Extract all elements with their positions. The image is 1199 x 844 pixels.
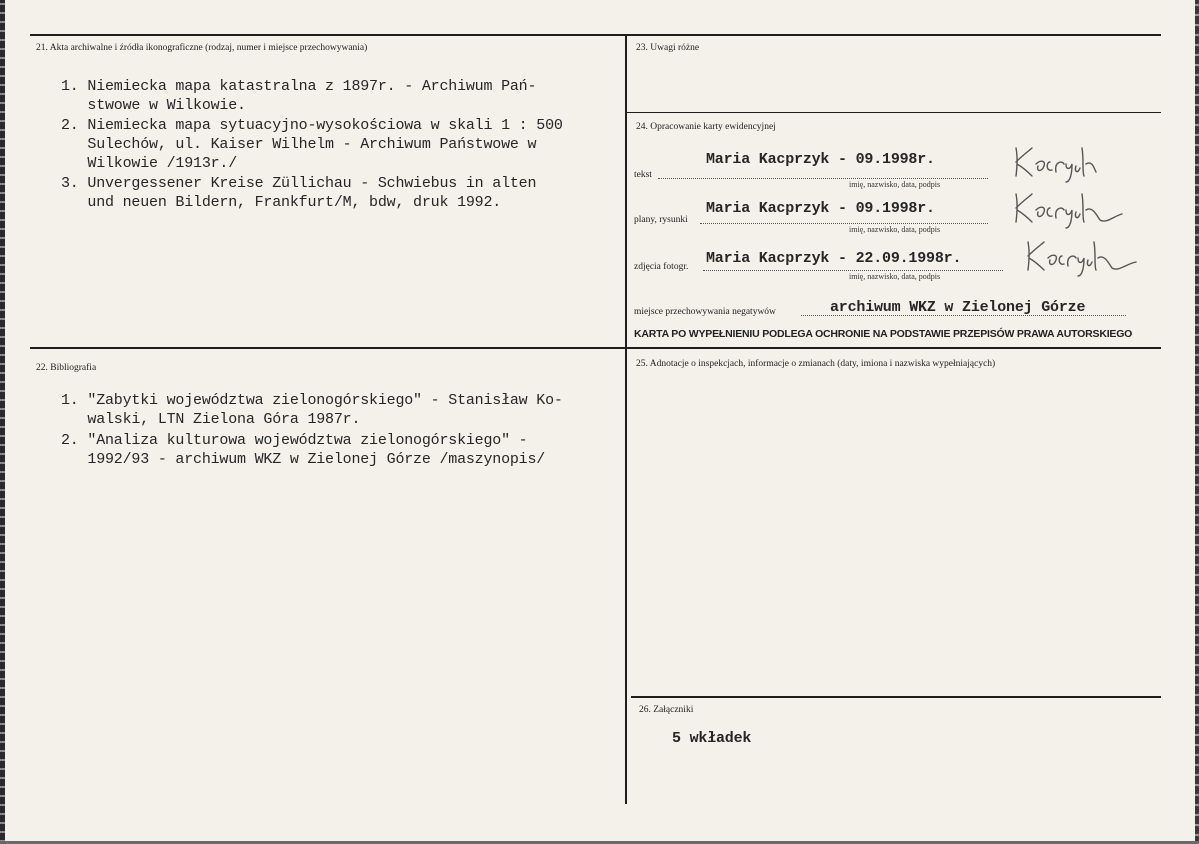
copyright-notice: KARTA PO WYPEŁNIENIU PODLEGA OCHRONIE NA PODSTAWIE PRZEPISÓW PRAWA AUTORSKIEGO (634, 328, 1133, 340)
divider-23-24 (625, 112, 1161, 113)
row-plany-caption: imię, nazwisko, data, podpis (849, 225, 941, 234)
signature-plany (1010, 188, 1135, 230)
section-22-line-4: 1992/93 - archiwum WKZ w Zielonej Górze /maszynopis/ (61, 451, 546, 468)
divider-25-26 (631, 696, 1161, 698)
row-tekst-label: tekst (634, 170, 652, 180)
section-21-line-1: 1. Niemiecka mapa katastralna z 1897r. - Archiwum Pań- (61, 78, 537, 95)
storage-label: miejsce przechowywania negatywów (634, 307, 776, 317)
section-21-line-6: 3. Unvergessener Kreise Züllichau - Schwiebus in alten (61, 175, 537, 192)
section-21-line-3: 2. Niemiecka mapa sytuacyjno-wysokościowa w skali 1 : 500 (61, 117, 563, 134)
section-22-line-3: 2. "Analiza kulturowa województwa zielonogórskiego" - (61, 432, 528, 449)
row-plany-label: plany, rysunki (634, 215, 688, 225)
row-plany-dotline (700, 223, 988, 224)
section-26-heading: 26. Załączniki (639, 705, 694, 715)
row-zdjecia-value: Maria Kacprzyk - 22.09.1998r. (706, 250, 962, 267)
row-tekst-caption: imię, nazwisko, data, podpis (849, 180, 941, 189)
column-divider (625, 34, 627, 804)
row-tekst-value: Maria Kacprzyk - 09.1998r. (706, 151, 935, 168)
top-border (30, 34, 1161, 36)
section-23-heading: 23. Uwagi różne (636, 43, 700, 53)
section-21-heading: 21. Akta archiwalne i źródła ikonograficzne (rodzaj, numer i miejsce przechowywania) (36, 43, 368, 53)
section-21-line-5: Wilkowie /1913r./ (61, 155, 238, 172)
section-24-heading: 24. Opracowanie karty ewidencyjnej (636, 122, 776, 132)
section-22-heading: 22. Bibliografia (36, 363, 97, 373)
row-zdjecia-caption: imię, nazwisko, data, podpis (849, 272, 941, 281)
section-26-value: 5 wkładek (672, 730, 752, 747)
row-zdjecia-label: zdjęcia fotogr. (634, 262, 689, 272)
section-22-line-2: walski, LTN Zielona Góra 1987r. (61, 411, 361, 428)
signature-zdjecia (1022, 236, 1147, 280)
storage-value: archiwum WKZ w Zielonej Górze (830, 299, 1086, 316)
scan-edge-left (0, 0, 5, 844)
section-21-line-7: und neuen Bildern, Frankfurt/M, bdw, druk 1992. (61, 194, 502, 211)
middle-divider (30, 347, 1161, 349)
scan-edge-right (1195, 0, 1199, 844)
section-25-heading: 25. Adnotacje o inspekcjach, informacje o zmianach (daty, imiona i nazwiska wypełniających) (636, 359, 996, 369)
row-plany-value: Maria Kacprzyk - 09.1998r. (706, 200, 935, 217)
signature-tekst (1010, 142, 1135, 184)
row-zdjecia-dotline (703, 270, 1003, 271)
row-tekst-dotline (658, 178, 988, 179)
section-21-line-4: Sulechów, ul. Kaiser Wilhelm - Archiwum Państwowe w (61, 136, 537, 153)
section-21-line-2: stwowe w Wilkowie. (61, 97, 246, 114)
section-22-line-1: 1. "Zabytki województwa zielonogórskiego" - Stanisław Ko- (61, 392, 563, 409)
